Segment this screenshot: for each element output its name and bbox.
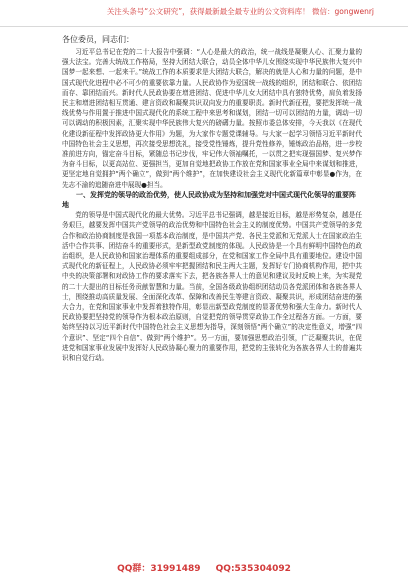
paragraph-intro: 习近平总书记在党的二十大报告中强调：“人心是最大的政治，统一战线是凝聚人心、汇聚力量的强大法宝。完善大统战工作格局，坚持大团结大联合，动员全体中华儿女围绕实现中华民族伟大复兴中国梦一起来想、一起来干。”统战工作的本质要求是大团结大联合，解决的就是人心和力量的问题，是中国式现代化进程中必不可少的重要依靠力量。人民政协作为爱国统一战线的组织，团结和联合、依团结而存、靠团结而兴。新时代人民政协要在增进团结、促进中华儿女大团结中具有独特优势，肩负着发扬民主和增进团结相互贯通、建言资政和凝聚共识双向发力的重要职责。新时代新征程，要把发挥统一战线优势与作用置于推进中国式现代化的系统工程中来思考和谋划，团结一切可以团结的力量，调动一切可以调动的积极因素，汇聚实现中华民族伟大复兴的磅礴力量。按照市委总体安排，今天我以《在现代化建设新征程中发挥政协更大作用》为题，为大家作专题党课辅导。与大家一起学习领悟习近平新时代中国特色社会主义思想，再次接受思想洗礼，接受党性锤炼，提升党性修养，锤炼政治品格，进一步校准前进方向，锚定奋斗目标，紧随总书记步伐，牢记伟大领袖嘱托，一以贯之把实现强国梦、复兴梦作为奋斗目标，以更高站位、更强担当，更加自觉地把政协工作放在党和国家事业全局中来谋划和推进，更坚定地自觉拥护“两个确立”，做到“两个维护”，在加快建设社会主义现代化新篇章中彰显●作为，在先志不渝的追随奋进中展现●担当。 [62,48,362,189]
footer-contact [0,561,408,574]
footer-qq: QQ:535304092 [215,564,291,574]
section-heading-1: 一、发挥党的领导的政治优势，使人民政协成为坚持和加强党对中国式现代化领导的重要阵地 [62,190,356,210]
footer-qq-group: QQ群：31991489 [117,564,201,574]
salutation: 各位委员，同志们： [62,35,134,44]
top-banner [0,0,408,27]
paragraph-section-1: 党的领导是中国式现代化的最大优势。习近平总书记强调，越是接近目标，越是形势复杂，越是任务艰巨，越要发挥中国共产党领导的政治优势和中国特色社会主义的制度优势。中国共产党领导的多党合作和政治协商制度是我国一项基本政治制度，是中国共产党、各民主党派和无党派人士在国家政治生活中合作共事、团结奋斗的重要形式，是新型政党制度的体现。人民政协是一个具有鲜明中国特色的政治组织，是人民政协和国家治理体系的重要组成部分，在党和国家工作全局中具有重要地位。建设中国式现代化的新征程上，人民政协必须牢牢把握团结和民主两大主题，发挥好专门协商机构作用，把中共中央的决策部署和对政协工作的要求落实下去，把各族各界人士的意见和建议及时反映上来，为实现党的二十大提出的目标任务贡献智慧和力量。当前，全国各级政协组织团结动员各党派团体和各族各界人士，围绕推动高质量发展、全面深化改革、保障和改善民生等建言资政、凝聚共识，形成团结奋进的强大合力，在党和国家事业中发挥着独特作用，彰显出新型政党制度的显著优势和强大生命力。新时代人民政协要把坚持党的领导作为根本政治原则，自觉把党的领导贯穿政协工作全过程各方面。一方面，要始终坚持以习近平新时代中国特色社会主义思想为指导，深刻领悟“两个确立”的决定性意义，增强“四个意识”、坚定“四个自信”、做到“两个维护”。另一方面，要加强思想政治引领，广泛凝聚共识，在促进党和国家事业发展中发挥好人民政协凝心聚力的重要作用，把党的主张转化为各族各界人士的普遍共识和自觉行动。 [62,211,362,363]
document-body [62,34,362,363]
banner-text: 关注头条号“公文研究”，获得最新最全最专业的公文资料库！ 微信：gongwenrj [106,7,374,16]
